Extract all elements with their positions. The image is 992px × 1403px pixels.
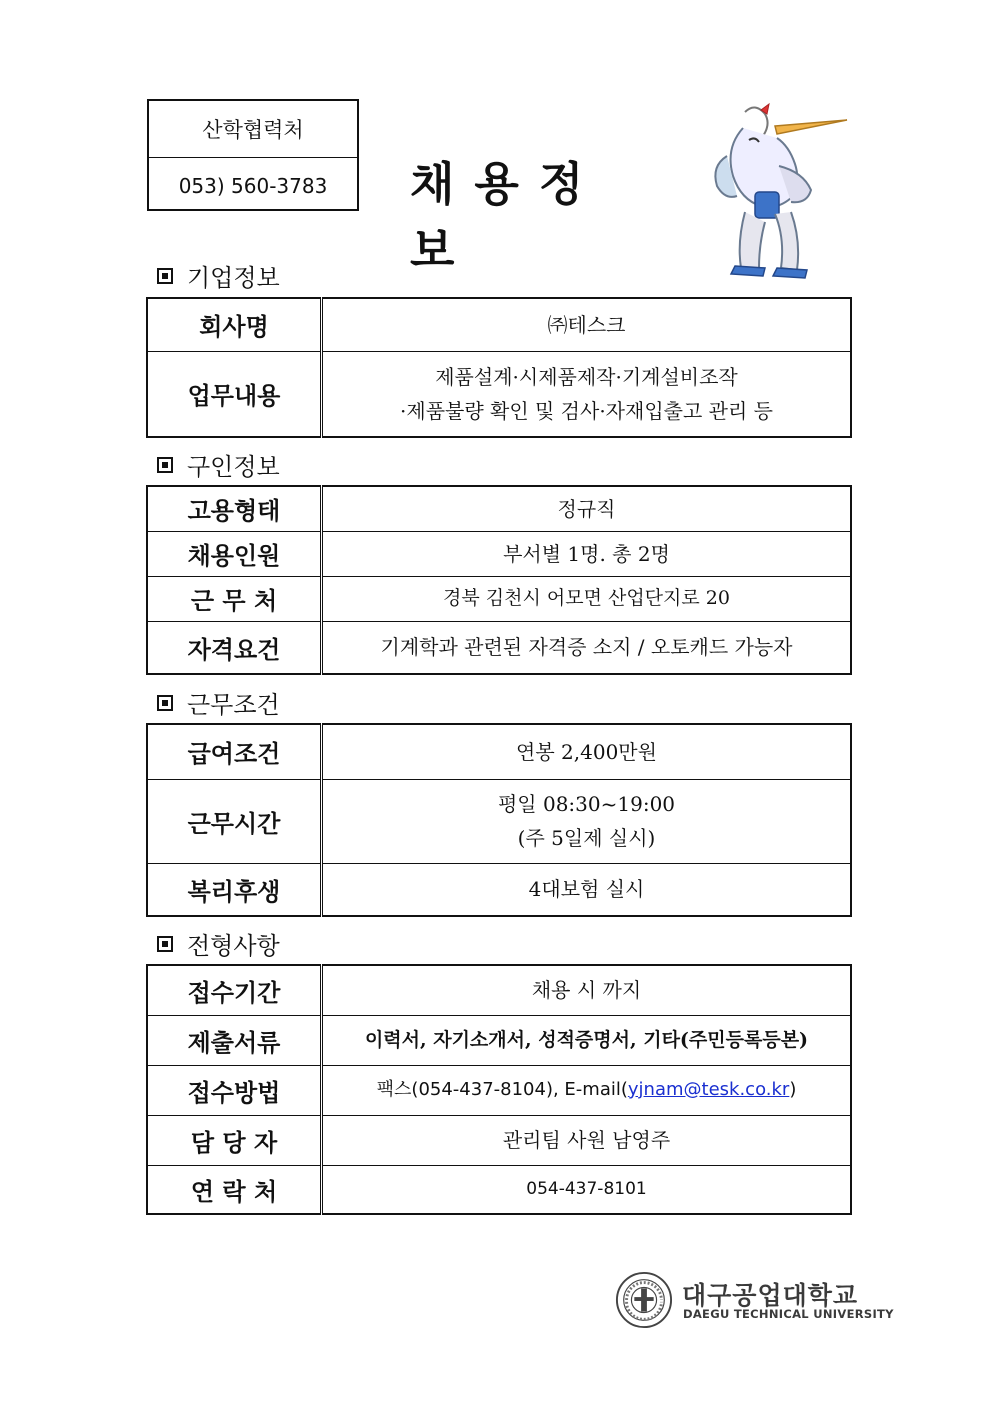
row-label: 급여조건: [147, 724, 322, 779]
qualifications: 기계학과 관련된 자격증 소지 / 오토캐드 가능자: [322, 621, 852, 674]
row-label: 업무내용: [147, 351, 322, 437]
hiring-count: 부서별 1명. 총 2명: [322, 531, 852, 576]
table-row: [147, 724, 851, 779]
employment-type: 정규직: [322, 486, 852, 531]
table-row: [147, 1065, 851, 1115]
table-row: [147, 298, 851, 351]
company-table: [146, 297, 852, 438]
table-row: [147, 486, 851, 531]
university-seal-icon: [615, 1271, 673, 1329]
row-label: 제출서류: [147, 1015, 322, 1065]
job-duties-line2: ·제품불량 확인 및 검사·자재입출고 관리 등: [400, 398, 773, 423]
work-hours: [322, 779, 852, 863]
job-table: [146, 485, 852, 675]
row-label: 접수방법: [147, 1065, 322, 1115]
university-name-en: DAEGU TECHNICAL UNIVERSITY: [683, 1307, 894, 1321]
work-location: 경북 김천시 어모면 산업단지로 20: [322, 576, 852, 621]
table-row: [147, 1015, 851, 1065]
table-row: [147, 351, 851, 437]
work-hours-line2: (주 5일제 실시): [517, 826, 656, 850]
row-label: 연 락 처: [147, 1165, 322, 1214]
contact-number: 054-437-8101: [322, 1165, 852, 1214]
company-name: ㈜테스크: [322, 298, 852, 351]
page-title: 채용정보: [410, 157, 604, 277]
email-link[interactable]: yjnam@tesk.co.kr: [627, 1078, 790, 1100]
contact-person: 관리팀 사원 남영주: [322, 1115, 852, 1165]
square-bullet-icon: [157, 936, 173, 952]
table-row: [147, 863, 851, 916]
section-selection-title: 전형사항: [157, 926, 280, 961]
application-period: 채용 시 까지: [322, 965, 852, 1015]
row-label: 자격요건: [147, 621, 322, 674]
table-row: [147, 1165, 851, 1214]
application-method-suffix: ): [789, 1078, 797, 1100]
section-job-title: 구인정보: [157, 447, 280, 482]
square-bullet-icon: [157, 695, 173, 711]
crane-mascot-icon: [705, 100, 855, 290]
contact-box: [147, 99, 359, 211]
application-method: [322, 1065, 852, 1115]
row-label: 채용인원: [147, 531, 322, 576]
row-label: 접수기간: [147, 965, 322, 1015]
square-bullet-icon: [157, 457, 173, 473]
table-row: [147, 965, 851, 1015]
job-duties-line1: 제품설계·시제품제작·기계설비조작: [435, 364, 738, 389]
row-label: 근무시간: [147, 779, 322, 863]
row-label: 복리후생: [147, 863, 322, 916]
section-conditions-title: 근무조건: [157, 685, 280, 720]
table-row: [147, 779, 851, 863]
contact-label: 산학협력처: [149, 101, 357, 158]
university-name-kr: 대구공업대학교: [682, 1281, 859, 1310]
row-label: 근 무 처: [147, 576, 322, 621]
benefits: 4대보험 실시: [322, 863, 852, 916]
table-row: [147, 576, 851, 621]
salary: 연봉 2,400만원: [322, 724, 852, 779]
selection-table: [146, 964, 852, 1215]
table-row: [147, 621, 851, 674]
contact-phone: 053) 560-3783: [178, 173, 328, 198]
job-duties: [322, 351, 852, 437]
table-row: [147, 1115, 851, 1165]
square-bullet-icon: [157, 268, 173, 284]
row-label: 고용형태: [147, 486, 322, 531]
section-company-title: 기업정보: [157, 258, 280, 293]
conditions-table: [146, 723, 852, 917]
application-method-prefix: 팩스(054-437-8104), E-mail(: [376, 1078, 628, 1100]
required-documents: 이력서, 자기소개서, 성적증명서, 기타(주민등록등본): [322, 1015, 852, 1065]
row-label: 담 당 자: [147, 1115, 322, 1165]
table-row: [147, 531, 851, 576]
row-label: 회사명: [147, 298, 322, 351]
work-hours-line1: 평일 08:30~19:00: [497, 792, 676, 816]
